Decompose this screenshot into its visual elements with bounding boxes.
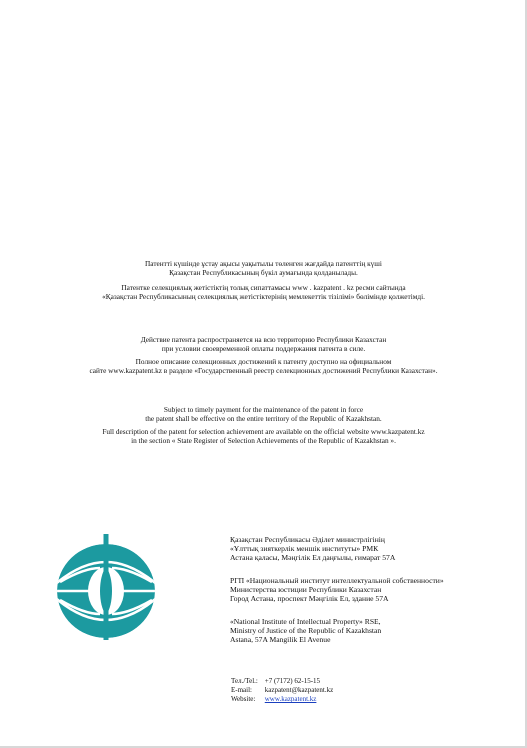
notice-ru-line2: при условии своевременной оплаты поддержания патента в силе. bbox=[161, 344, 366, 353]
notice-ru-line1: Действие патента распространяется на всю территорию Республики Казахстан bbox=[140, 335, 387, 344]
website-link[interactable]: www.kazpatent.kz bbox=[264, 695, 317, 703]
address-kz bbox=[230, 535, 395, 563]
address-ru bbox=[230, 576, 444, 604]
address-en bbox=[230, 617, 381, 645]
contact-tel bbox=[231, 677, 333, 686]
tel-value[interactable]: +7 (7172) 62-15-15 bbox=[264, 677, 321, 685]
notice-en-line3: Full description of the patent for selection achievement are available on the official website www.kazpatent.kz bbox=[102, 427, 425, 436]
address-ru-line1: РГП «Национальный институт интеллектуальной собственности» bbox=[230, 576, 444, 585]
address-kz-line3: Астана қаласы, Мәңгілік Ел даңғылы, ғимарат 57А bbox=[230, 553, 396, 563]
notice-en bbox=[0, 405, 527, 445]
address-en-line3: Astana, 57A Mangilik El Avenue bbox=[230, 635, 331, 645]
notice-ru-line3: Полное описание селекционных достижений к патенту доступно на официальном bbox=[135, 357, 392, 366]
address-en-line1: «National Institute of Intellectual Property» RSE, bbox=[230, 617, 381, 626]
address-en-line2: Ministry of Justice of the Republic of Kazakhstan bbox=[230, 626, 382, 636]
address-ru-line3: Город Астана, проспект Мәңгілік Ел, здание 57А bbox=[230, 594, 389, 604]
notice-kz-line1: Патентті күшінде ұстау ақысы уақытылы төленген жағдайда патенттің күші bbox=[145, 259, 382, 268]
notice-ru-line4: сайте www.kazpatent.kz в разделе «Государственный реестр селекционных достижений Республики Казахстан». bbox=[89, 366, 438, 375]
contacts bbox=[231, 677, 333, 704]
notice-ru bbox=[0, 335, 527, 375]
email-label: E-mail: bbox=[231, 686, 252, 694]
notice-en-line4: in the section « State Register of Selection Achievements of the Republic of Kazakhstan ». bbox=[131, 436, 396, 445]
notice-kz-line4: «Қазақстан Республикасының селекциялық жетістіктерінің мемлекеттік тізілімі» бөлімінде қолжетімді. bbox=[102, 292, 425, 301]
notice-kz bbox=[0, 259, 527, 301]
address-kz-line1: Қазақстан Республикасы Әділет министрлігінің bbox=[230, 535, 385, 544]
notice-en-line2: the patent shall be effective on the entire territory of the Republic of Kazakhstan. bbox=[145, 414, 382, 423]
email-value[interactable]: kazpatent@kazpatent.kz bbox=[264, 686, 334, 694]
contact-website bbox=[231, 695, 333, 704]
address-ru-line2: Министерства юстиции Республики Казахстан bbox=[230, 585, 382, 595]
notice-en-line1: Subject to timely payment for the maintenance of the patent in force bbox=[163, 405, 364, 414]
contact-email bbox=[231, 686, 333, 695]
notice-kz-line3: Патентке селекциялық жетістіктің толық сипаттамасы www . kazpatent . kz ресми сайтында bbox=[121, 283, 406, 292]
kazpatent-logo-icon bbox=[54, 532, 158, 642]
tel-label: Тел./Tel.: bbox=[231, 677, 258, 685]
address-kz-line2: «Ұлттық зияткерлік меншік институты» РМК bbox=[230, 544, 379, 554]
website-label: Website: bbox=[231, 695, 256, 703]
notice-kz-line2: Қазақстан Республикасының бүкіл аумағында қолданылады. bbox=[169, 268, 358, 277]
